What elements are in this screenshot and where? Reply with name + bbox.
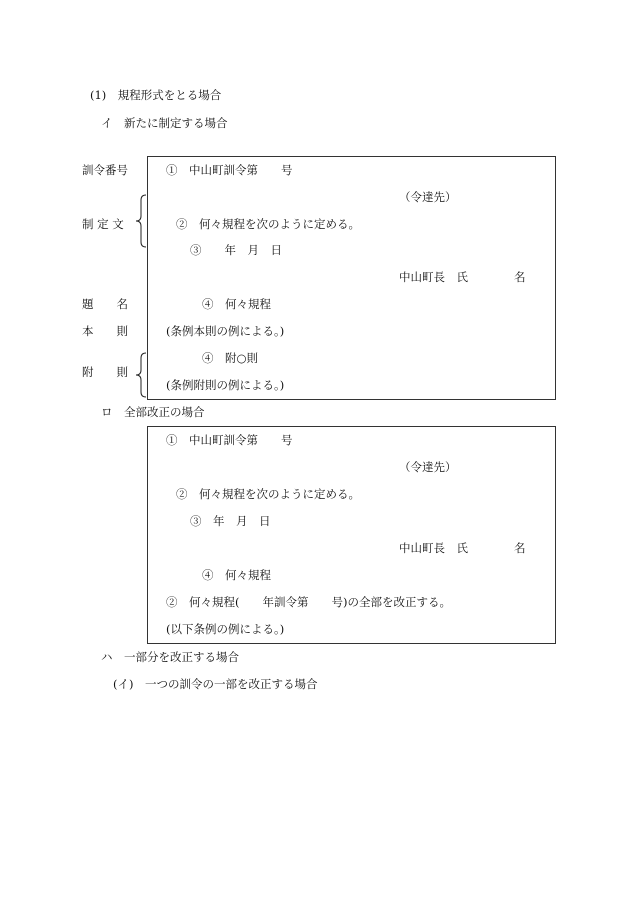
enactment-line: ② 何々規程を次のように定める。 bbox=[176, 217, 360, 231]
revision-recipient-line: （令達先） bbox=[399, 460, 457, 474]
brace-supplementary bbox=[134, 352, 148, 398]
subheading-full-revision: ロ 全部改正の場合 bbox=[101, 405, 205, 419]
revision-mayor-name: 名 bbox=[514, 541, 526, 555]
revision-mayor-line: 中山町長 氏 bbox=[399, 541, 468, 555]
subheading-single-kunrei-partial: (イ) 一つの訓令の一部を改正する場合 bbox=[113, 677, 318, 691]
supplementary-rules-note: (条例附則の例による。) bbox=[166, 378, 285, 392]
revision-regulation-title: ④ 何々規程 bbox=[202, 568, 271, 582]
subheading-partial-revision: ハ 一部分を改正する場合 bbox=[101, 650, 239, 664]
label-enactment-text: 制 定 文 bbox=[82, 217, 124, 231]
subheading-new-enactment: イ 新たに制定する場合 bbox=[101, 116, 228, 130]
mayor-line: 中山町長 氏 bbox=[399, 270, 468, 284]
recipient-line: （令達先） bbox=[399, 190, 457, 204]
label-supplementary-rules: 附 則 bbox=[82, 365, 128, 379]
label-kunrei-number: 訓令番号 bbox=[82, 163, 128, 177]
label-title: 題 名 bbox=[82, 297, 128, 311]
section-heading: (1) 規程形式をとる場合 bbox=[90, 88, 222, 102]
revision-statement: ② 何々規程( 年訓令第 号)の全部を改正する。 bbox=[166, 595, 451, 609]
regulation-title: ④ 何々規程 bbox=[202, 297, 271, 311]
mayor-name: 名 bbox=[514, 270, 526, 284]
kunrei-number-line: ① 中山町訓令第 号 bbox=[166, 163, 293, 177]
revision-enactment-line: ② 何々規程を次のように定める。 bbox=[176, 487, 360, 501]
label-main-rules: 本 則 bbox=[82, 324, 128, 338]
full-revision-form-box bbox=[147, 426, 556, 644]
brace-enactment bbox=[134, 194, 148, 248]
revision-kunrei-number-line: ① 中山町訓令第 号 bbox=[166, 433, 293, 447]
revision-note: (以下条例の例による。) bbox=[166, 622, 285, 636]
main-rules-note: (条例本則の例による。) bbox=[166, 324, 285, 338]
revision-date-line: ③ 年 月 日 bbox=[190, 514, 271, 528]
date-line: ③ 年 月 日 bbox=[190, 243, 282, 257]
supplementary-title: ④ 附○則 bbox=[202, 351, 259, 365]
